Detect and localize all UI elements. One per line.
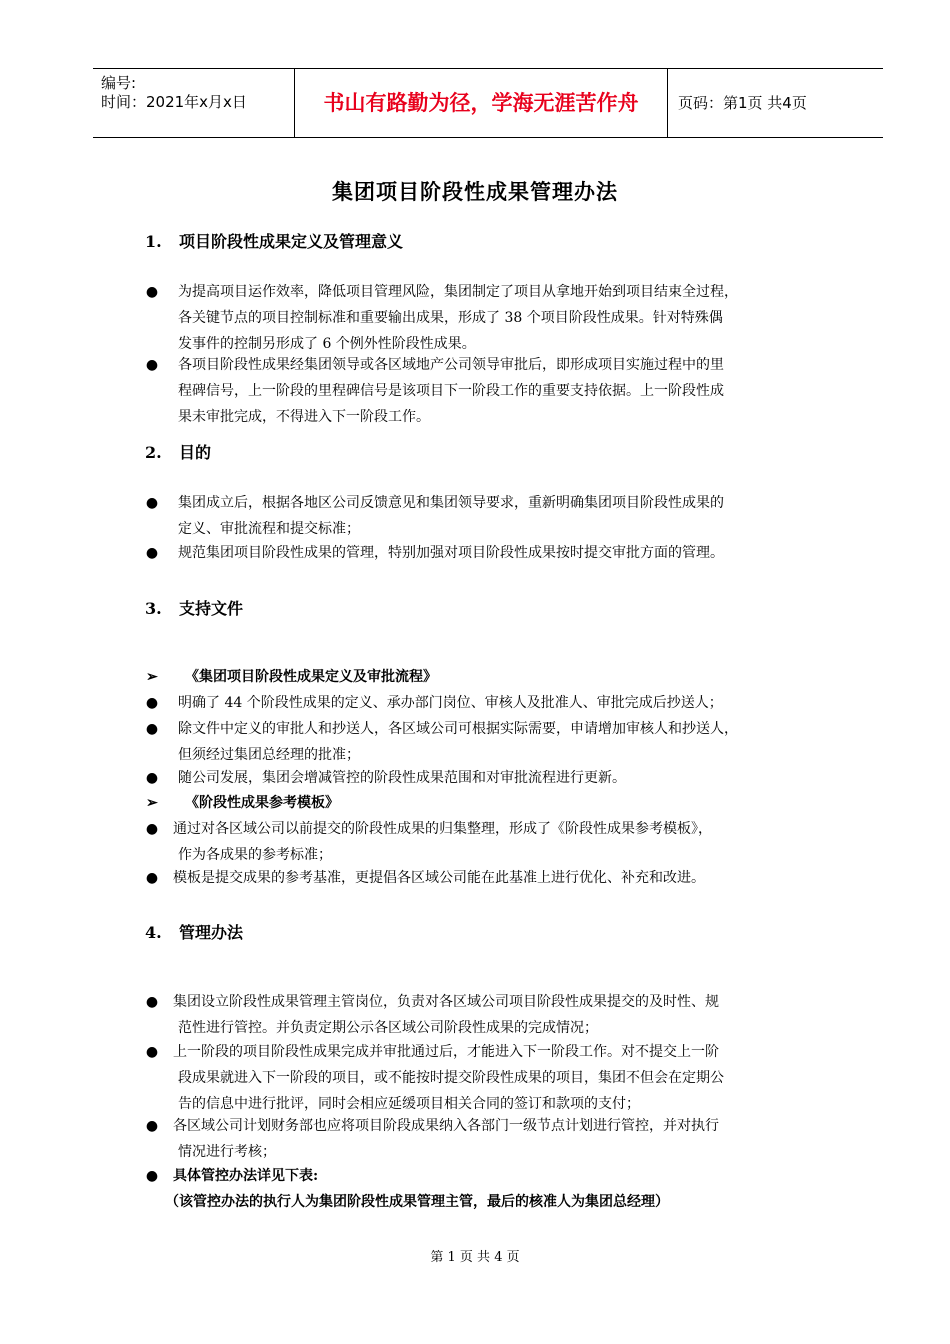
list-item-line: 但须经过集团总经理的批准； [178,747,360,763]
table-note: （该管控办法的执行人为集团阶段性成果管理主管，最后的核准人为集团总经理） [165,1194,669,1210]
document-time-label: 时间：2021年x月x日 [101,93,247,111]
header-page-number: 页码：第1页 共4页 [678,94,807,112]
list-item-line: 定义、审批流程和提交标准； [178,521,360,537]
list-item-line: 情况进行考核； [178,1144,276,1160]
section-heading-3 [145,596,243,619]
section-title: 项目阶段性成果定义及管理意义 [179,232,404,251]
bullet-arrow-icon: ➢ [146,795,158,811]
list-item-line: 上一阶段的项目阶段性成果完成并审批通过后，才能进入下一阶段工作。对不提交上一阶 [173,1044,719,1060]
list-item-line: 《阶段性成果参考模板》 [185,795,339,811]
list-item-line: 各关键节点的项目控制标准和重要输出成果，形成了 38 个项目阶段性成果。针对特殊偶 [178,310,723,326]
section-heading-4 [145,920,243,943]
list-item-line: 随公司发展，集团会增减管控的阶段性成果范围和对审批流程进行更新。 [178,770,626,786]
bullet-dot-icon: ● [145,357,159,373]
list-item [145,1039,855,1117]
list-item [145,716,855,768]
header-motto: 书山有路勤为径，学海无涯苦作舟 [295,69,668,137]
list-item [145,765,855,791]
list-item [145,790,855,816]
list-item [145,664,855,690]
section-title: 支持文件 [179,599,244,618]
list-item [145,1113,855,1165]
list-item-line: 明确了 44 个阶段性成果的定义、承办部门岗位、审核人及批准人、审批完成后抄送人； [178,695,723,711]
list-item [145,279,855,357]
bullet-dot-icon: ● [145,1044,159,1060]
section-number: 3. [145,599,162,618]
section-title: 目的 [179,443,212,462]
list-item-line: 发事件的控制另形成了 6 个例外性阶段性成果。 [178,336,476,352]
section-title: 管理办法 [179,923,244,942]
section-heading-1 [145,229,403,252]
section-heading-2 [145,440,211,463]
list-item-line: 集团成立后，根据各地区公司反馈意见和集团领导要求，重新明确集团项目阶段性成果的 [178,495,724,511]
list-item [145,690,855,716]
list-item-line: 为提高项目运作效率，降低项目管理风险，集团制定了项目从拿地开始到项目结束全过程， [178,284,738,300]
header-meta-cell [93,69,295,137]
section-number: 4. [145,923,162,942]
bullet-dot-icon: ● [145,545,159,561]
list-item [145,865,855,891]
list-item-line: 通过对各区域公司以前提交的阶段性成果的归集整理，形成了《阶段性成果参考模板》， [173,821,712,837]
list-item [145,540,855,566]
list-item-line: 作为各成果的参考标准； [178,847,332,863]
page-header [93,68,883,138]
document-title: 集团项目阶段性成果管理办法 [332,179,618,204]
list-item-line: 程碑信号，上一阶段的里程碑信号是该项目下一阶段工作的重要支持依据。上一阶段性成 [178,383,724,399]
list-item-line: 各区域公司计划财务部也应将项目阶段成果纳入各部门一级节点计划进行管控，并对执行 [173,1118,719,1134]
list-item-line: 段成果就进入下一阶段的项目，或不能按时提交阶段性成果的项目，集团不但会在定期公 [178,1070,724,1086]
bullet-dot-icon: ● [145,994,159,1010]
list-item-line: 告的信息中进行批评，同时会相应延缓项目相关合同的签订和款项的支付； [178,1096,640,1112]
page-footer: 第 1 页 共 4 页 [430,1250,520,1265]
list-item-line: 规范集团项目阶段性成果的管理，特别加强对项目阶段性成果按时提交审批方面的管理。 [178,545,724,561]
bullet-dot-icon: ● [145,821,159,837]
list-item-line: 范性进行管控。并负责定期公示各区域公司阶段性成果的完成情况； [178,1020,598,1036]
list-item-line: 除文件中定义的审批人和抄送人，各区域公司可根据实际需要，申请增加审核人和抄送人， [178,721,738,737]
section-number: 2. [145,443,162,462]
bullet-dot-icon: ● [145,284,159,300]
list-item [145,352,855,430]
list-item-line: 果未审批完成，不得进入下一阶段工作。 [178,409,430,425]
bullet-dot-icon: ● [145,1168,159,1184]
list-item [145,989,855,1041]
bullet-dot-icon: ● [145,695,159,711]
list-item [145,1163,855,1189]
bullet-dot-icon: ● [145,1118,159,1134]
list-item [145,816,855,868]
list-item-line: 各项目阶段性成果经集团领导或各区域地产公司领导审批后，即形成项目实施过程中的里 [178,357,724,373]
section-number: 1. [145,232,162,251]
bullet-dot-icon: ● [145,870,159,886]
list-item-line: 模板是提交成果的参考基准，更提倡各区域公司能在此基准上进行优化、补充和改进。 [173,870,705,886]
bullet-dot-icon: ● [145,770,159,786]
list-item [145,490,855,542]
document-number-label: 编号: [101,74,137,92]
list-item-line: 集团设立阶段性成果管理主管岗位，负责对各区域公司项目阶段性成果提交的及时性、规 [173,994,719,1010]
bullet-dot-icon: ● [145,721,159,737]
list-item-line: 《集团项目阶段性成果定义及审批流程》 [185,669,437,685]
list-item-line: 具体管控办法详见下表: [173,1168,319,1184]
bullet-arrow-icon: ➢ [146,669,158,685]
bullet-dot-icon: ● [145,495,159,511]
